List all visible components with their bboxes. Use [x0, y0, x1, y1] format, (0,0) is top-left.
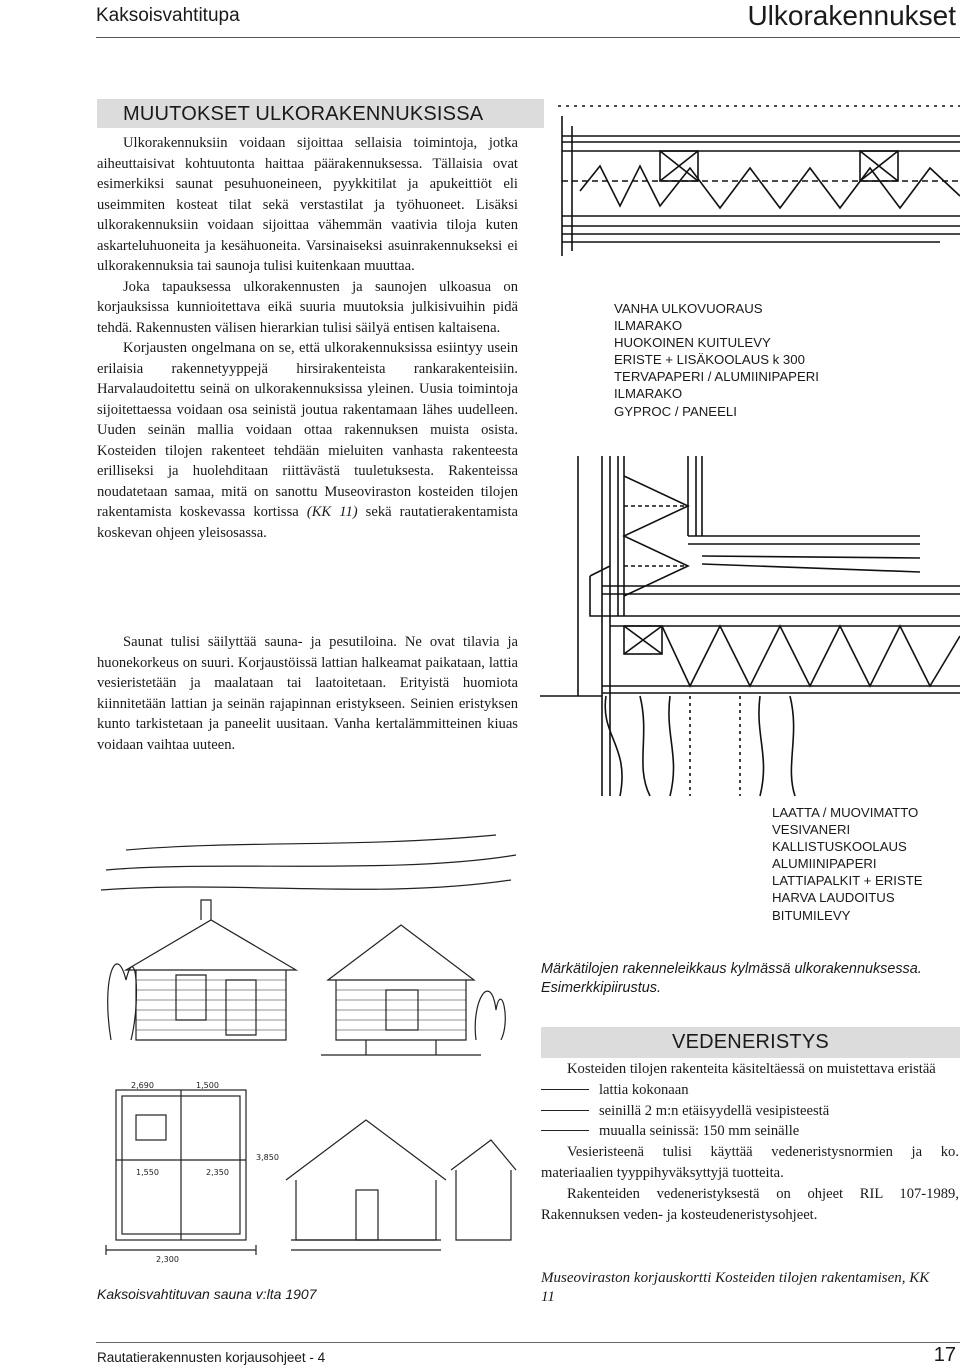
paragraph-2: Joka tapauksessa ulkorakennusten ja saunojen ulkoasua on korjauksissa kunnioitettava eikä suuria muutoksia julkisivuihin pidä tehdä. Rakennusten välisen hierarkian tulisi säilyä entisen kaltaisena. — [97, 278, 518, 336]
floor-layer-labels — [772, 804, 960, 924]
vedeneristys-intro: Kosteiden tilojen rakenteita käsiteltäessä on muistettava eristää — [567, 1061, 936, 1077]
section-title-muutokset: MUUTOKSET ULKORAKENNUKSISSA — [97, 99, 544, 128]
wall-label: GYPROC / PANEELI — [614, 403, 737, 419]
plan-dimension: 2,300 — [156, 1255, 179, 1264]
floor-label: LATTIAPALKIT + ERISTE — [772, 873, 923, 889]
section-title-vedeneristys: VEDENERISTYS — [541, 1027, 960, 1058]
list-item: seinillä 2 m:n etäisyydellä vesipisteestä — [541, 1101, 959, 1122]
section1-body — [97, 133, 518, 543]
floor-label: KALLISTUSKOOLAUS — [772, 839, 907, 855]
vedeneristys-p3: Rakenteiden vedeneristyksestä on ohjeet RIL 107-1989, Rakennuksen veden- ja kosteudeneristysohjeet. — [541, 1185, 959, 1223]
plan-dimension: 1,500 — [196, 1081, 219, 1090]
page-number: 17 — [933, 1344, 956, 1366]
paragraph-4: Saunat tulisi säilyttää sauna- ja pesutiloina. Ne ovat tilavia ja huonekorkeus on suuri. Korjaustöissä lattian halkeamat paikataan, lattia vesieristetään ja maalataan tai laatoitetaan. Erityistä huomiota kiinnitetään lattian ja seinän rajapinnan eristykseen. Seinien eristyksen kunto tarkistetaan ja paneelit uusitaan. Vanha kertalämmitteinen kiuas voidaan vaihtaa uuteen. — [97, 634, 518, 753]
floor-label: BITUMILEVY — [772, 907, 851, 923]
floor-label: LAATTA / MUOVIMATTO — [772, 805, 919, 820]
wall-label: VANHA ULKOVUORAUS — [614, 301, 763, 316]
paragraph-3-tail: sekä rautatierakentamista koskevan ohjeen yleisosassa. — [97, 504, 518, 541]
plan-dimension: 2,350 — [206, 1168, 229, 1177]
wall-label: HUOKOINEN KUITULEVY — [614, 335, 771, 351]
floor-label: ALUMIINIPAPERI — [772, 856, 877, 872]
footer-rule — [96, 1342, 960, 1343]
footer-title: Rautatierakennusten korjausohjeet - 4 — [97, 1350, 326, 1365]
paragraph-1: Ulkorakennuksiin voidaan sijoittaa sellaisia toimintoja, jotka aiheuttaisivat kohtuutonta haittaa päärakennuksessa. Tällaisia ovat esimerkiksi saunat pesuhuoneineen, pyykkitilat ja apukeittiöt eli useimmiten kosteat tilat sekä verstastilat ja työhuoneet. Lisäksi ulkorakennuksiin voidaan sijoittaa vähemmän vaativia tiloja kuten askarteluhuoneita ja kesähuoneita. Varsinaiseksi asuinrakennukseksi ei ulkorakennuksia tai saunoja tulisi kuitenkaan muuttaa. — [97, 135, 518, 274]
list-item: lattia kokonaan — [541, 1080, 959, 1101]
wall-label: ERISTE + LISÄKOOLAUS k 300 — [614, 352, 805, 368]
dash-bullet — [541, 1089, 589, 1090]
section1-body-2 — [97, 632, 518, 755]
wall-layer-labels — [614, 300, 874, 420]
paragraph-3 — [97, 338, 518, 543]
dash-bullet — [541, 1130, 589, 1131]
floor-label: VESIVANERI — [772, 822, 851, 838]
plan-dimension: 3,850 — [256, 1153, 279, 1162]
sketch-caption: Kaksoisvahtituvan sauna v:lta 1907 — [97, 1286, 317, 1302]
list-item: muualla seinissä: 150 mm seinälle — [541, 1121, 959, 1142]
construction-section-drawing — [540, 96, 960, 811]
plan-dimension: 2,690 — [131, 1081, 154, 1090]
running-header-right: Ulkorakennukset — [747, 0, 956, 31]
wall-label: ILMARAKO — [614, 318, 683, 334]
section2-body — [541, 1059, 959, 1225]
header-rule — [96, 37, 960, 38]
wall-label: ILMARAKO — [614, 386, 683, 402]
dash-bullet — [541, 1110, 589, 1111]
wall-label: TERVAPAPERI / ALUMIINIPAPERI — [614, 369, 819, 385]
paragraph-3-text: Korjausten ongelmana on se, että ulkorakennuksissa esiintyy usein erilaisia rakennetyyppejä hirsirakenteista rankarakenteisiin. Harvalaudoitettu seinä on ulkorakennuksissa yleinen. Uusia toimintoja sijoitettaessa voidaan osa seinistä joutua rakentamaan lähes uudelleen. Uuden seinän mallia voidaan ottaa rakennuksen muista osista. Kosteiden tilojen rakenteet tehdään mieluiten vanhasta rakenteesta erilliseksi ja huolehditaan riittävästä tuuletuksesta. Rakenteissa noudatetaan samaa, mitä on sanottu Museoviraston kosteiden tilojen rakentamista koskevassa kortissa — [97, 340, 518, 520]
vedeneristys-p2: Vesieristeenä tulisi käyttää vedeneristysnormien ja ko. materiaalien tyyppihyväksyttyjä tuotteita. — [541, 1144, 959, 1181]
running-header-left: Kaksoisvahtitupa — [96, 5, 240, 26]
diagram-caption: Märkätilojen rakenneleikkaus kylmässä ulkorakennuksessa. Esimerkkipiirustus. — [541, 961, 922, 996]
museo-caption: Museoviraston korjauskortti Kosteiden tilojen rakentamisen, KK 11 — [541, 1270, 930, 1305]
floor-label: HARVA LAUDOITUS — [772, 890, 895, 906]
plan-dimension: 1,550 — [136, 1168, 159, 1177]
card-reference: (KK 11) — [306, 504, 358, 520]
sauna-sketch-drawing — [96, 830, 521, 1285]
